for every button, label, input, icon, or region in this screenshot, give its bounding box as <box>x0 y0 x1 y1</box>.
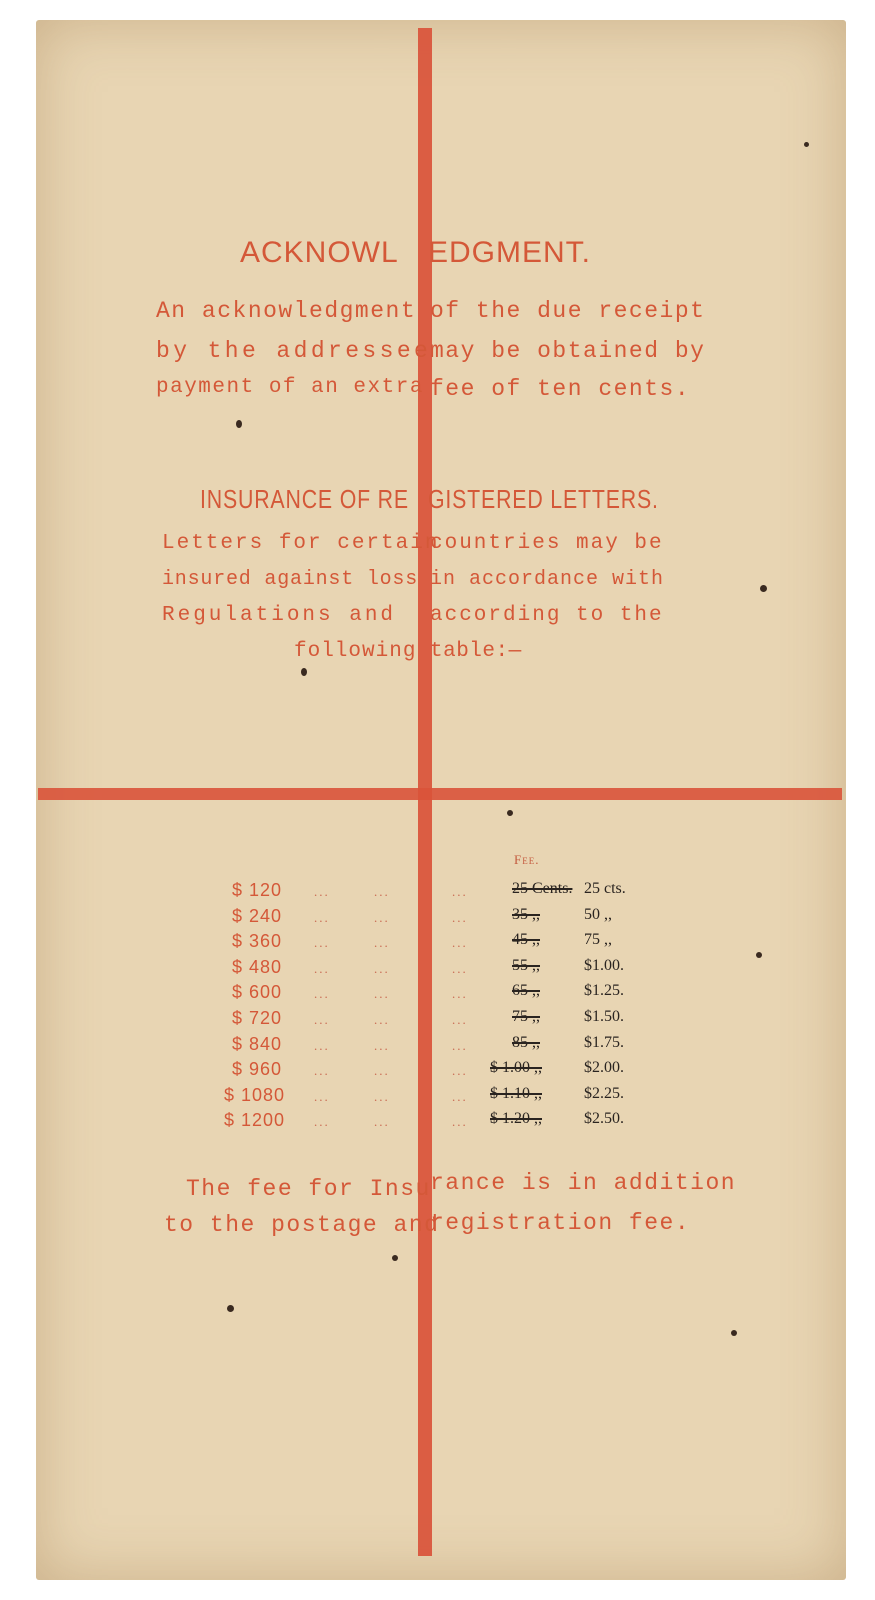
new-fee: $1.50. <box>584 1008 624 1025</box>
paper-stain <box>804 142 809 147</box>
leader-dots: ... <box>314 935 330 950</box>
leader-dots: ... <box>374 1089 390 1104</box>
leader-dots: ... <box>374 986 390 1001</box>
leader-dots: ... <box>374 961 390 976</box>
leader-dots: ... <box>452 935 468 950</box>
leader-dots: ... <box>374 935 390 950</box>
leader-dots: ... <box>452 884 468 899</box>
paper-stain <box>392 1255 398 1261</box>
insurance-title-left: INSURANCE OF RE <box>200 484 409 514</box>
paper-stain <box>301 668 307 676</box>
paper-stain <box>731 1330 737 1336</box>
new-fee: 25 cts. <box>584 880 626 897</box>
leader-dots: ... <box>452 961 468 976</box>
insured-amount: $ 480 <box>232 957 283 977</box>
paper-stain <box>760 585 767 592</box>
insured-amount: $ 720 <box>232 1008 283 1028</box>
new-fee: $1.25. <box>584 982 624 999</box>
insurance-line-right: countries may be <box>430 532 664 555</box>
old-fee-struck: $ 1.20 ,, <box>490 1110 542 1127</box>
leader-dots: ... <box>314 1038 330 1053</box>
insurance-line-left: following <box>294 640 417 663</box>
leader-dots: ... <box>314 1012 330 1027</box>
old-fee-struck: 25 Cents. <box>512 880 573 897</box>
old-fee-struck: 45 ,, <box>512 931 540 948</box>
old-fee-struck: $ 1.10 ,, <box>490 1085 542 1102</box>
registration-band-horizontal <box>38 788 842 800</box>
acknowledgment-title-left: ACKNOWL <box>240 236 399 269</box>
acknowledgment-title-right: EDGMENT. <box>428 236 592 269</box>
old-fee-struck: 85 ,, <box>512 1034 540 1051</box>
new-fee: $1.75. <box>584 1034 624 1051</box>
paper-stain <box>227 1305 234 1312</box>
old-fee-struck: 65 ,, <box>512 982 540 999</box>
acknowledgment-line-left: An acknowledgment <box>156 298 417 324</box>
old-fee-struck: 55 ,, <box>512 957 540 974</box>
paper-stain <box>756 952 762 958</box>
leader-dots: ... <box>452 1038 468 1053</box>
leader-dots: ... <box>314 884 330 899</box>
leader-dots: ... <box>452 986 468 1001</box>
acknowledgment-line-left: payment of an extra <box>156 376 424 399</box>
old-fee-struck: 35 ,, <box>512 906 540 923</box>
acknowledgment-line-left: by the addressee <box>156 338 432 364</box>
leader-dots: ... <box>374 1114 390 1129</box>
footer-line-right: registration fee. <box>430 1210 691 1236</box>
footer-line-right: rance is in addition <box>430 1170 737 1196</box>
insurance-line-left: Regulations and <box>162 604 397 627</box>
leader-dots: ... <box>314 1089 330 1104</box>
leader-dots: ... <box>452 1089 468 1104</box>
leader-dots: ... <box>314 1063 330 1078</box>
old-fee-struck: 75 ,, <box>512 1008 540 1025</box>
insured-amount: $ 240 <box>232 906 283 926</box>
new-fee: $2.25. <box>584 1085 624 1102</box>
leader-dots: ... <box>314 1114 330 1129</box>
leader-dots: ... <box>314 961 330 976</box>
insured-amount: $ 840 <box>232 1034 283 1054</box>
insured-amount: $ 1080 <box>224 1085 286 1105</box>
insured-amount: $ 120 <box>232 880 283 900</box>
new-fee: 50 ,, <box>584 906 612 923</box>
leader-dots: ... <box>314 910 330 925</box>
leader-dots: ... <box>374 1012 390 1027</box>
new-fee: $2.50. <box>584 1110 624 1127</box>
leader-dots: ... <box>452 910 468 925</box>
leader-dots: ... <box>314 986 330 1001</box>
paper-stain <box>507 810 513 816</box>
leader-dots: ... <box>374 1038 390 1053</box>
insurance-line-left: insured against loss <box>162 568 419 591</box>
acknowledgment-line-right: fee of ten cents. <box>430 376 691 402</box>
acknowledgment-line-right: of the due receipt <box>430 298 706 324</box>
new-fee: 75 ,, <box>584 931 612 948</box>
footer-line-left: to the postage and <box>164 1212 440 1238</box>
insurance-title-right: GISTERED LETTERS. <box>428 484 659 514</box>
footer-line-left: The fee for Insu <box>186 1176 431 1202</box>
insurance-line-right: according to the <box>430 604 664 627</box>
paper-stain <box>236 420 242 428</box>
new-fee: $2.00. <box>584 1059 624 1076</box>
leader-dots: ... <box>452 1012 468 1027</box>
insured-amount: $ 1200 <box>224 1110 286 1130</box>
insurance-line-right: table:— <box>430 640 522 663</box>
insurance-line-right: in accordance with <box>430 568 665 591</box>
leader-dots: ... <box>374 1063 390 1078</box>
insured-amount: $ 600 <box>232 982 283 1002</box>
old-fee-struck: $ 1.00 ,, <box>490 1059 542 1076</box>
fee-column-header: Fee. <box>514 852 540 867</box>
insurance-line-left: Letters for certain <box>162 532 440 555</box>
insured-amount: $ 960 <box>232 1059 283 1079</box>
leader-dots: ... <box>374 910 390 925</box>
acknowledgment-line-right: may be obtained by <box>430 338 706 364</box>
leader-dots: ... <box>374 884 390 899</box>
leader-dots: ... <box>452 1114 468 1129</box>
leader-dots: ... <box>452 1063 468 1078</box>
new-fee: $1.00. <box>584 957 624 974</box>
insured-amount: $ 360 <box>232 931 283 951</box>
